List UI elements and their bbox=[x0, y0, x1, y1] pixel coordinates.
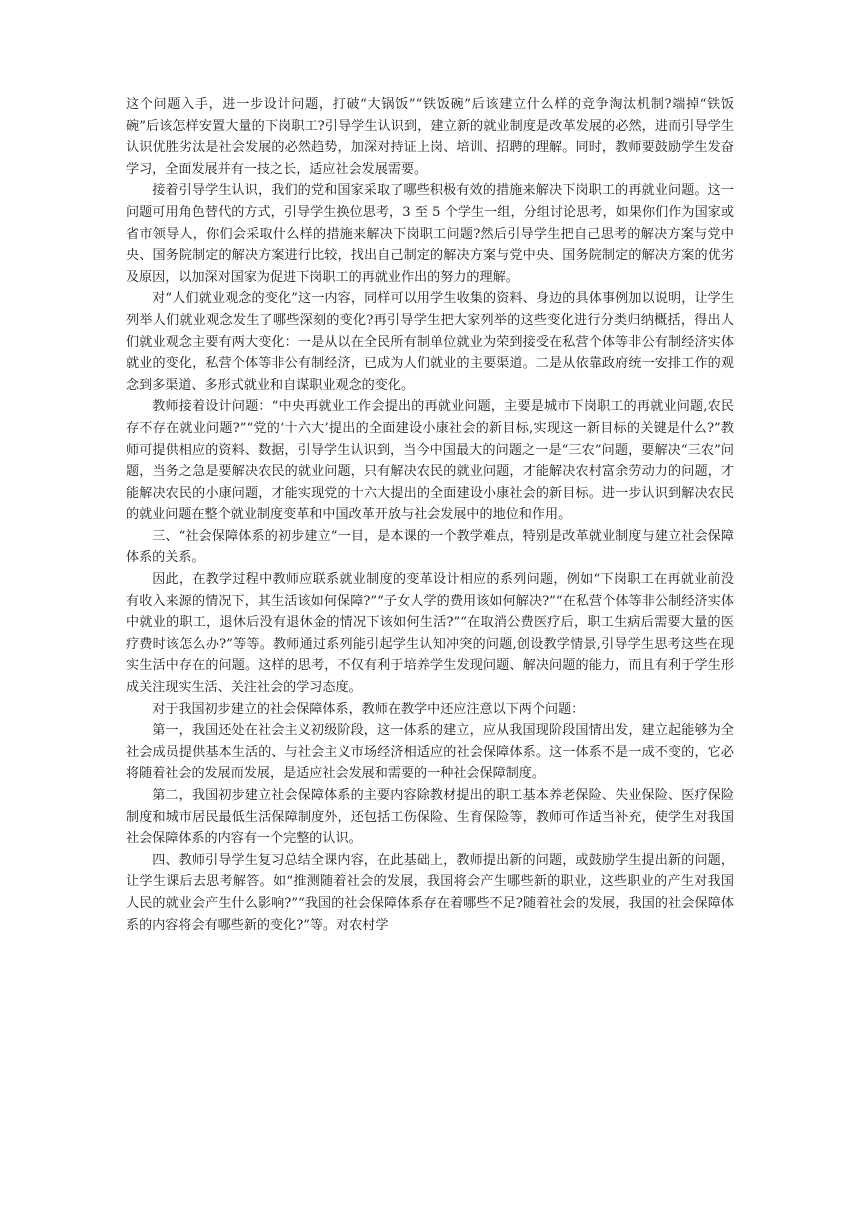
paragraph-continued: 这个问题入手，进一步设计问题，打破“大锅饭”“铁饭碗”后该建立什么样的竞争淘汰机制?端掉“铁饭碗”后该怎样安置大量的下岗职工?引导学生认识到，建立新的就业制度是改革发展的必然，进而引导学生认识优胜劣汰是社会发展的必然趋势，加深对持证上岗、培训、招聘的理解。同时，教师要鼓励学生发奋学习，全面发展并有一技之长，适应社会发展需要。 bbox=[126, 97, 734, 177]
paragraph: 对于我国初步建立的社会保障体系，教师在教学中还应注意以下两个问题： bbox=[152, 701, 585, 717]
paragraph: 第二，我国初步建立社会保障体系的主要内容除教材提出的职工基本养老保险、失业保险、医疗保险制度和城市居民最低生活保障制度外，还包括工伤保险、生育保险等，教师可作适当补充，使学生对我国社会保障体系的内容有一个完整的认识。 bbox=[126, 788, 734, 847]
section-heading-paragraph: 三、“社会保障体系的初步建立”一目，是本课的一个教学难点，特别是改革就业制度与建立社会保障体系的关系。 bbox=[126, 528, 734, 566]
paragraph: 教师接着设计问题：“中央再就业工作会提出的再就业问题，主要是城市下岗职工的再就业问题,农民存不存在就业问题?”“党的‘十六大’提出的全面建设小康社会的新目标,实现这一新目标的关键是什么?”教师可提供相应的资料、数据，引导学生认识到，当今中国最大的问题之一是“三农”问题，要解决“三农”问题，当务之急是要解决农民的就业问题，只有解决农民的就业问题，才能解决农村富余劳动力的问题，才能解决农民的小康问题，才能实现党的十六大提出的全面建设小康社会的新目标。进一步认识到解决农民的就业问题在整个就业制度变革和中国改革开放与社会发展中的地位和作用。 bbox=[126, 399, 734, 523]
paragraph: 对“人们就业观念的变化”这一内容，同样可以用学生收集的资料、身边的具体事例加以说明，让学生列举人们就业观念发生了哪些深刻的变化?再引导学生把大家列举的这些变化进行分类归纳概括，得出人们就业观念主要有两大变化：一是从以在全民所有制单位就业为荣到接受在私营个体等非公有制经济实体就业的变化，私营个体等非公有制经济，已成为人们就业的主要渠道。二是从依靠政府统一安排工作的观念到多渠道、多形式就业和自谋职业观念的变化。 bbox=[126, 291, 734, 393]
paragraph: 因此，在教学过程中教师应联系就业制度的变革设计相应的系列问题，例如“下岗职工在再就业前没有收入来源的情况下，其生活该如何保障?”“子女人学的费用该如何解决?”“在私营个体等非公制经济实体中就业的职工，退休后没有退休金的情况下该如何生活?”“在取消公费医疗后，职工生病后需要大量的医疗费时该怎么办?”等等。教师通过系列能引起学生认知冲突的问题,创设教学情景,引导学生思考这些在现实生活中存在的问题。这样的思考，不仅有利于培养学生发现问题、解决问题的能力，而且有利于学生形成关注现实生活、关注社会的学习态度。 bbox=[126, 572, 734, 696]
section-heading-paragraph: 四、教师引导学生复习总结全课内容，在此基础上，教师提出新的问题，或鼓励学生提出新的问题，让学生课后去思考解答。如“推测随着社会的发展，我国将会产生哪些新的职业，这些职业的产生对我国人民的就业会产生什么影响?”“我国的社会保障体系存在着哪些不足?随着社会的发展，我国的社会保障体系的内容将会有哪些新的变化?”等。对农村学 bbox=[126, 852, 734, 933]
document-page bbox=[126, 94, 734, 936]
paragraph: 第一，我国还处在社会主义初级阶段，这一体系的建立，应从我国现阶段国情出发，建立起能够为全社会成员提供基本生活的、与社会主义市场经济相适应的社会保障体系。这一体系不是一成不变的，它必将随着社会的发展而发展，是适应社会发展和需要的一种社会保障制度。 bbox=[126, 723, 734, 782]
paragraph: 接着引导学生认识，我们的党和国家采取了哪些积极有效的措施来解决下岗职工的再就业问题。这一问题可用角色替代的方式，引导学生换位思考，3 至 5 个学生一组，分组讨论思考，如果你们作为国家或省市领导人，你们会采取什么样的措施来解决下岗职工问题?然后引导学生把自己思考的解决方案与党中央、国务院制定的解决方案进行比较，找出自己制定的解决方案与党中央、国务院制定的解决方案的优劣及原因，以加深对国家为促进下岗职工的再就业作出的努力的理解。 bbox=[126, 183, 734, 285]
